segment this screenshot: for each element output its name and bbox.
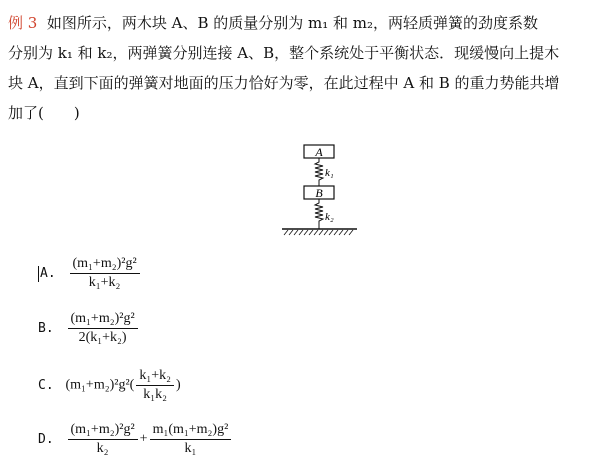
problem-line-3: 块 A，直到下面的弹簧对地面的压力恰好为零，在此过程中 A 和 B 的重力势能共增 bbox=[8, 74, 560, 92]
option-d-denominator-2: k₁ bbox=[184, 441, 197, 456]
option-c[interactable] bbox=[38, 368, 181, 403]
option-d-fraction-1 bbox=[68, 422, 138, 457]
option-c-suffix: ) bbox=[176, 377, 181, 393]
option-a-fraction bbox=[70, 256, 140, 291]
text-cursor bbox=[38, 266, 39, 282]
option-a-label: A. bbox=[40, 265, 56, 281]
problem-label: 例 3 bbox=[8, 14, 38, 32]
option-d-label: D. bbox=[38, 431, 54, 447]
block-b bbox=[304, 186, 334, 200]
option-d[interactable] bbox=[38, 422, 233, 457]
option-b[interactable] bbox=[38, 311, 140, 346]
problem-line-2: 分别为 k₁ 和 k₂，两弹簧分别连接 A、B，整个系统处于平衡状态．现缓慢向上提木 bbox=[8, 44, 560, 62]
spring-k2 bbox=[315, 199, 334, 229]
option-c-label: C. bbox=[38, 377, 54, 393]
option-c-prefix: (m₁+m₂)²g²( bbox=[65, 377, 135, 393]
option-a-numerator: (m₁+m₂)²g² bbox=[70, 256, 140, 274]
option-d-numerator-1: (m₁+m₂)²g² bbox=[68, 422, 138, 440]
option-d-fraction-2 bbox=[150, 422, 232, 457]
block-a-label: A bbox=[315, 145, 323, 159]
option-d-denominator-1: k₂ bbox=[96, 441, 109, 456]
option-b-label: B. bbox=[38, 320, 54, 336]
option-d-numerator-2: m₁(m₁+m₂)g² bbox=[150, 422, 232, 440]
option-b-denominator: 2(k₁+k₂) bbox=[78, 330, 127, 345]
option-c-numerator: k₁+k₂ bbox=[136, 368, 174, 386]
spring-k2-label: k₂ bbox=[325, 211, 334, 223]
spring-k1-label: k₁ bbox=[325, 167, 334, 179]
problem-line-4: 加了( ) bbox=[8, 104, 80, 122]
block-a bbox=[304, 145, 334, 159]
option-b-fraction bbox=[68, 311, 138, 346]
ground bbox=[282, 229, 357, 235]
option-c-fraction bbox=[136, 368, 174, 403]
spring-k1 bbox=[315, 158, 334, 186]
option-c-denominator: k₁k₂ bbox=[143, 387, 168, 402]
option-a-denominator: k₁+k₂ bbox=[88, 275, 121, 290]
option-a[interactable] bbox=[38, 256, 142, 291]
block-b-label: B bbox=[315, 186, 323, 200]
option-d-plus: + bbox=[139, 431, 148, 447]
problem-text-1: 如图所示，两木块 A、B 的质量分别为 m₁ 和 m₂，两轻质弹簧的劲度系数 bbox=[46, 14, 539, 32]
option-b-numerator: (m₁+m₂)²g² bbox=[68, 311, 138, 329]
